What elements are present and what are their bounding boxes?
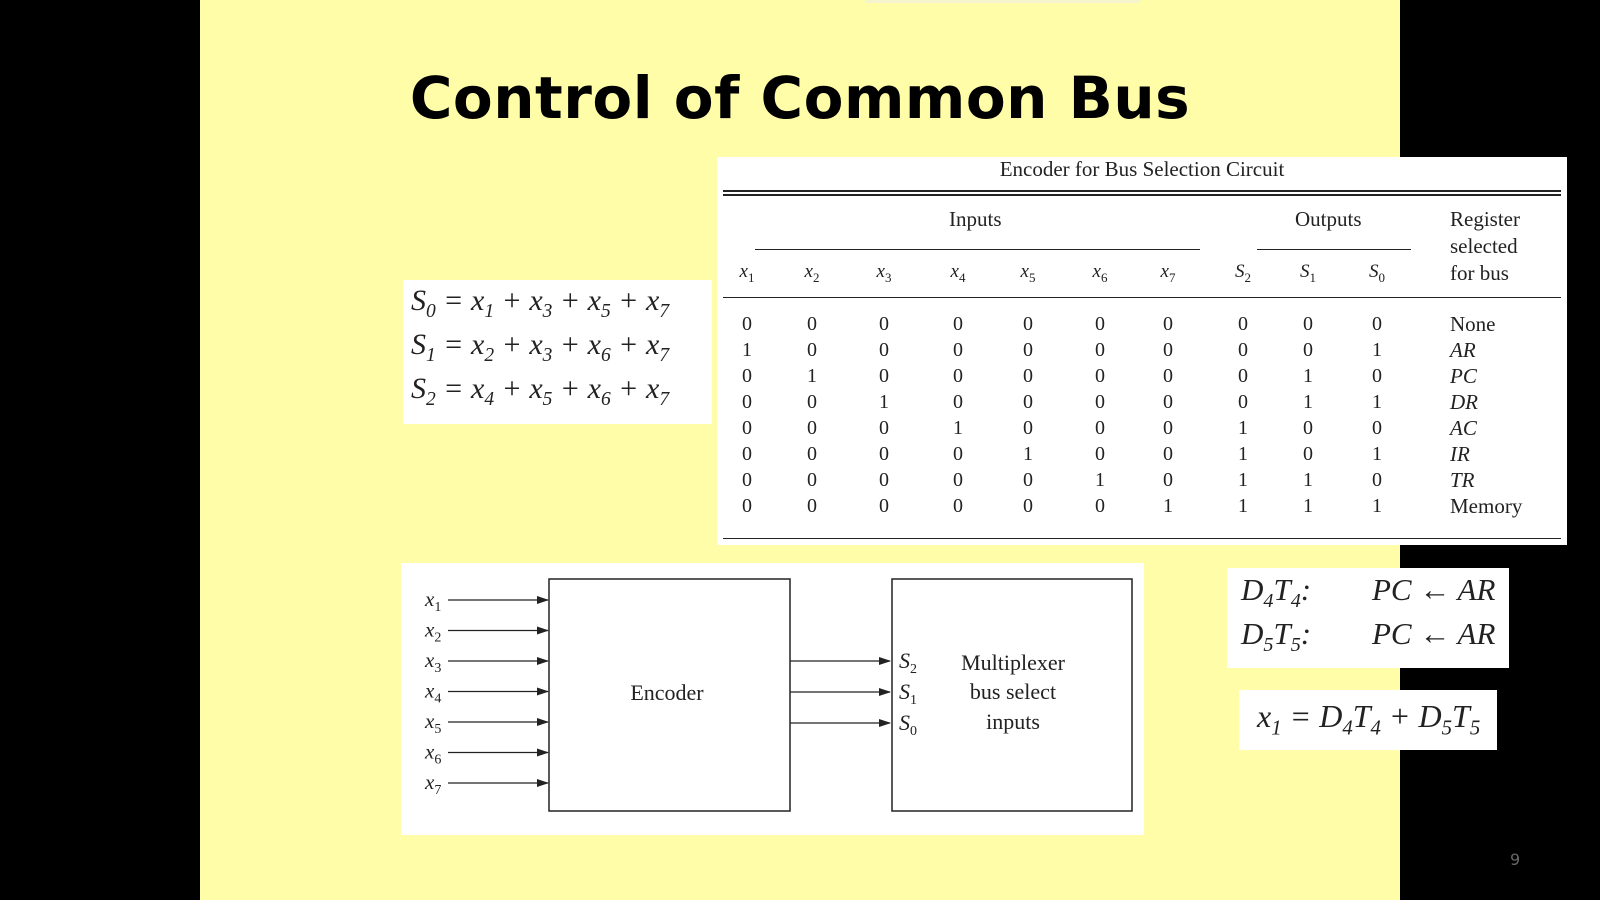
subscript: 0 [426, 301, 436, 322]
table-cell: 0 [879, 495, 889, 517]
table-cell: 1 [1238, 417, 1248, 439]
subscript: 4 [1370, 716, 1381, 740]
mux-label-line1: Multiplexer [961, 650, 1065, 675]
encoder-label: Encoder [630, 680, 704, 705]
table-cell: 0 [742, 495, 752, 517]
subscript: 2 [426, 389, 436, 410]
input-label: $x_3$ [425, 648, 442, 676]
table-cell: 0 [1163, 365, 1173, 387]
table-cell: 0 [1238, 313, 1248, 335]
subscript: 1 [426, 345, 436, 366]
register-cell: AR [1450, 338, 1476, 362]
table-cell: 0 [1095, 443, 1105, 465]
register-header-line2: selected [1450, 234, 1518, 258]
table-cell: 0 [1023, 339, 1033, 361]
variable: $T_5$ [1452, 698, 1481, 740]
subscript: 7 [659, 301, 670, 322]
register-header-line1: Register [1450, 207, 1520, 231]
table-cell: 0 [1372, 313, 1382, 335]
table-cell: 1 [1303, 495, 1313, 517]
microop-panel [1227, 568, 1509, 668]
operator-plus: + [552, 372, 588, 405]
table-cell: 1 [1372, 443, 1382, 465]
subscript: 1 [1309, 269, 1316, 285]
output-label: $S_1$ [899, 679, 917, 708]
outputs-underline [1257, 249, 1411, 250]
variable: $x_2$ [471, 328, 495, 366]
table-cell: 0 [807, 417, 817, 439]
operator-plus: + [494, 328, 530, 361]
subscript: 2 [1244, 269, 1251, 285]
subscript: 4 [484, 389, 495, 410]
subscript: 5 [1469, 716, 1481, 740]
subscript: 1 [747, 269, 755, 285]
operator-plus: + [610, 284, 646, 317]
table-bottom-rule [723, 538, 1561, 539]
operator-plus: + [494, 284, 530, 317]
subscript: 5 [1290, 634, 1301, 657]
variable: $x_7$ [645, 284, 670, 322]
subscript: 4 [1342, 716, 1353, 740]
table-cell: 0 [1095, 391, 1105, 413]
subscript: 2 [484, 345, 495, 366]
table-cell: 0 [879, 469, 889, 491]
variable: $D_5$ [1418, 698, 1453, 740]
variable: $S_1$ [411, 328, 436, 366]
variable: $x_3$ [529, 284, 553, 322]
table-cell: 0 [1303, 443, 1313, 465]
subscript: 2 [812, 269, 820, 285]
microop-op-2: PC ← AR [1372, 616, 1496, 651]
equation-s1 [411, 328, 669, 367]
table-cell: 0 [953, 495, 963, 517]
table-cell: 0 [1163, 339, 1173, 361]
table-cell: 0 [807, 443, 817, 465]
slide [200, 0, 1523, 900]
register-cell: Memory [1450, 494, 1523, 518]
table-cell: 0 [742, 443, 752, 465]
table-cell: 1 [742, 339, 752, 361]
table-cell: 1 [1238, 443, 1248, 465]
table-cell: 0 [1163, 469, 1173, 491]
operator-plus: + [494, 372, 530, 405]
operator-equals: = [435, 284, 471, 317]
subscript: 5 [600, 301, 611, 322]
variable: $x_3$ [529, 328, 553, 366]
table-caption: Encoder for Bus Selection Circuit [999, 157, 1285, 181]
subscript: 7 [659, 345, 670, 366]
variable: $x_7$ [645, 372, 670, 410]
slide-title: Control of Common Bus [409, 64, 1191, 132]
table-cell: 0 [1095, 365, 1105, 387]
subscript: 6 [600, 389, 611, 410]
variable: $x_6$ [587, 328, 611, 366]
table-cell: 0 [1023, 391, 1033, 413]
select-equations-panel [403, 280, 712, 424]
table-cell: 1 [1372, 339, 1382, 361]
table-cell: 0 [1023, 365, 1033, 387]
table-cell: 0 [1023, 417, 1033, 439]
register-cell: PC [1450, 364, 1477, 388]
table-cell: 0 [953, 469, 963, 491]
subscript: 4 [958, 269, 966, 285]
table-top-rule-2 [723, 194, 1561, 196]
table-cell: 0 [1372, 365, 1382, 387]
table-cell: 0 [1163, 417, 1173, 439]
table-cell: 0 [1023, 313, 1033, 335]
operator-plus: + [610, 328, 646, 361]
variable: $T_4$ [1273, 572, 1301, 613]
equation-s2 [411, 372, 669, 411]
table-cell: 0 [1303, 417, 1313, 439]
variable: $x_7$ [645, 328, 670, 366]
operator-plus: + [552, 328, 588, 361]
column-header: $x_3$ [876, 261, 892, 285]
table-cell: 0 [1303, 313, 1313, 335]
subscript: 4 [1263, 590, 1274, 613]
operator-plus: + [1380, 698, 1419, 734]
table-cell: 0 [953, 339, 963, 361]
table-cell: 0 [1372, 469, 1382, 491]
colon: : [1300, 572, 1312, 607]
encoder-truth-table [717, 157, 1567, 545]
x1-equation [1257, 698, 1480, 740]
subscript: 1 [484, 301, 495, 322]
register-cell: None [1450, 312, 1496, 336]
inputs-header: Inputs [949, 207, 1002, 231]
table-cell: 0 [1095, 495, 1105, 517]
table-cell: 0 [1163, 313, 1173, 335]
variable: $T_5$ [1273, 616, 1301, 657]
table-cell: 1 [1023, 443, 1033, 465]
table-cell: 0 [807, 391, 817, 413]
input-label: $x_6$ [425, 739, 442, 768]
mux-label-line2: bus select [969, 679, 1057, 704]
register-header-line3: for bus [1450, 261, 1509, 285]
table-cell: 1 [1372, 495, 1382, 517]
table-cell: 0 [1238, 365, 1248, 387]
variable: $S_2$ [411, 372, 436, 410]
subscript: 7 [659, 389, 670, 410]
operator-equals: = [435, 328, 471, 361]
subscript: 3 [542, 345, 553, 366]
variable: $D_5$ [1241, 616, 1274, 657]
mux-label-line3: inputs [986, 709, 1040, 734]
subscript: 6 [600, 345, 611, 366]
table-cell: 0 [1303, 339, 1313, 361]
table-cell: 1 [953, 417, 963, 439]
table-cell: 0 [742, 469, 752, 491]
table-cell: 0 [953, 391, 963, 413]
table-cell: 0 [953, 443, 963, 465]
table-cell: 1 [1163, 495, 1173, 517]
table-cell: 0 [1095, 339, 1105, 361]
table-cell: 0 [1023, 469, 1033, 491]
table-cell: 0 [742, 365, 752, 387]
colon: : [1300, 616, 1312, 651]
table-cell: 1 [1303, 391, 1313, 413]
subscript: 3 [542, 301, 553, 322]
variable: $x_1$ [1257, 698, 1282, 740]
column-header: $x_5$ [1020, 261, 1036, 285]
column-header: $x_7$ [1160, 261, 1176, 285]
table-cell: 0 [807, 313, 817, 335]
variable: $x_5$ [529, 372, 553, 410]
column-header: $x_2$ [804, 261, 820, 285]
operator-equals: = [1281, 698, 1320, 734]
variable: $D_4$ [1319, 698, 1353, 740]
subscript: 5 [1263, 634, 1274, 657]
table-cell: 0 [1238, 391, 1248, 413]
table-cell: 1 [1303, 365, 1313, 387]
table-cell: 0 [1095, 313, 1105, 335]
subscript: 0 [1378, 269, 1385, 285]
operator-plus: + [610, 372, 646, 405]
subscript: 3 [884, 269, 892, 285]
table-cell: 0 [879, 443, 889, 465]
table-cell: 0 [742, 391, 752, 413]
table-cell: 0 [953, 313, 963, 335]
x1-equation-panel [1239, 690, 1497, 750]
microop-cond-1 [1241, 572, 1311, 613]
variable: $x_1$ [471, 284, 495, 322]
column-header: $S_1$ [1300, 261, 1316, 285]
input-label: $x_4$ [425, 678, 442, 707]
subscript: 1 [1271, 716, 1282, 740]
table-cell: 0 [879, 417, 889, 439]
equation-s0 [411, 284, 669, 323]
microop-cond-2 [1241, 616, 1311, 657]
variable: $x_6$ [587, 372, 611, 410]
variable: $S_0$ [411, 284, 436, 322]
microop-op-1: PC ← AR [1372, 572, 1496, 607]
table-cell: 0 [1163, 443, 1173, 465]
variable: $T_4$ [1352, 698, 1381, 740]
table-cell: 0 [742, 313, 752, 335]
register-cell: AC [1450, 416, 1477, 440]
variable: $x_5$ [587, 284, 611, 322]
table-cell: 0 [1372, 417, 1382, 439]
register-cell: IR [1450, 442, 1470, 466]
subscript: 5 [1441, 716, 1453, 740]
table-cell: 0 [807, 469, 817, 491]
operator-plus: + [552, 284, 588, 317]
column-header: $x_6$ [1092, 261, 1108, 285]
table-cell: 1 [1238, 469, 1248, 491]
variable: $D_4$ [1241, 572, 1274, 613]
subscript: 4 [1290, 590, 1301, 613]
top-strip [865, 0, 1140, 3]
input-label: $x_2$ [425, 617, 442, 646]
column-header: $S_2$ [1235, 261, 1251, 285]
table-cell: 0 [1095, 417, 1105, 439]
table-cell: 0 [879, 313, 889, 335]
table-cell: 0 [807, 495, 817, 517]
table-cell: 0 [742, 417, 752, 439]
table-cell: 1 [807, 365, 817, 387]
table-cell: 1 [1372, 391, 1382, 413]
table-cell: 0 [879, 339, 889, 361]
page-number: 9 [1510, 850, 1521, 869]
table-cell: 0 [807, 339, 817, 361]
table-cell: 1 [1303, 469, 1313, 491]
table-top-rule [723, 190, 1561, 192]
table-cell: 1 [1095, 469, 1105, 491]
column-header: $S_0$ [1369, 261, 1385, 285]
register-cell: TR [1450, 468, 1475, 492]
table-cell: 0 [953, 365, 963, 387]
header-rule [723, 297, 1561, 298]
encoder-block-diagram [401, 563, 1144, 835]
subscript: 6 [1100, 269, 1108, 285]
table-cell: 0 [1163, 391, 1173, 413]
input-label: $x_7$ [425, 770, 442, 798]
table-cell: 1 [879, 391, 889, 413]
inputs-underline [755, 249, 1200, 250]
column-header: $x_1$ [739, 261, 755, 285]
table-cell: 0 [1238, 339, 1248, 361]
outputs-header: Outputs [1295, 207, 1362, 231]
input-label: $x_5$ [425, 709, 442, 737]
table-cell: 0 [879, 365, 889, 387]
table-cell: 1 [1238, 495, 1248, 517]
block-diagram-svg [401, 563, 1144, 835]
register-cell: DR [1450, 390, 1478, 414]
output-label: $S_0$ [899, 710, 917, 739]
output-label: $S_2$ [899, 648, 917, 677]
variable: $x_4$ [471, 372, 495, 410]
table-cell: 0 [1023, 495, 1033, 517]
column-header: $x_4$ [950, 261, 966, 285]
subscript: 5 [1028, 269, 1036, 285]
input-label: $x_1$ [425, 587, 442, 615]
operator-equals: = [435, 372, 471, 405]
subscript: 5 [542, 389, 553, 410]
subscript: 7 [1168, 269, 1176, 285]
